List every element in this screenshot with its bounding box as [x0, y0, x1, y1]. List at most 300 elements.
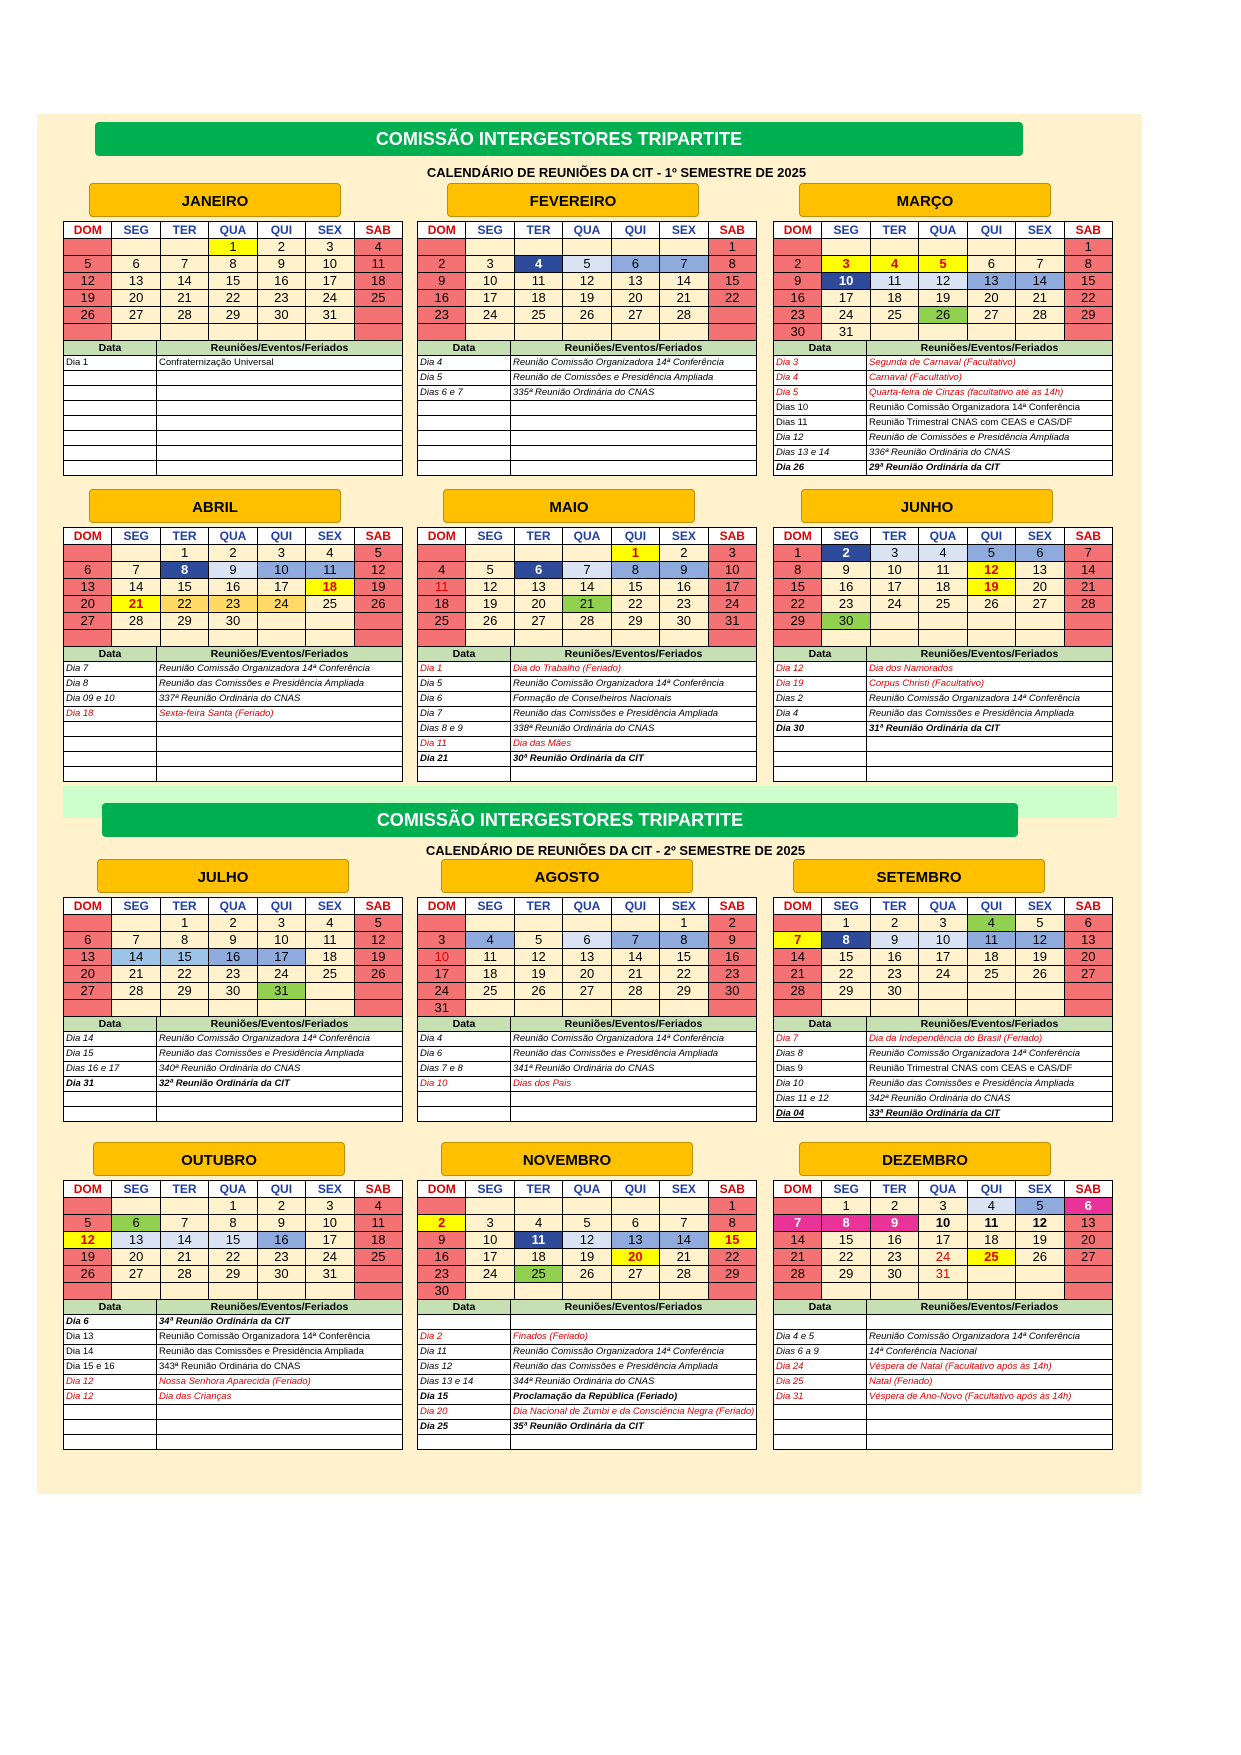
empty-cell: [466, 1000, 514, 1017]
empty-cell: [919, 613, 967, 630]
event-date: Dia 4 e 5: [774, 1330, 867, 1345]
day-cell: 2: [708, 915, 756, 932]
day-cell: 11: [967, 932, 1015, 949]
day-cell: 25: [967, 1249, 1015, 1266]
day-cell: 26: [514, 983, 562, 1000]
day-cell: 13: [64, 949, 112, 966]
day-cell: 13: [1064, 932, 1112, 949]
day-cell: 29: [611, 613, 659, 630]
day-cell: 3: [466, 1215, 514, 1232]
day-cell: 18: [418, 596, 466, 613]
empty-cell: [563, 1283, 611, 1300]
day-cell: 11: [354, 1215, 402, 1232]
event-date: Dia 12: [64, 1375, 157, 1390]
day-cell: 24: [257, 596, 305, 613]
day-cell: 21: [660, 290, 708, 307]
day-cell: 6: [1016, 545, 1064, 562]
day-cell: 4: [870, 256, 918, 273]
events-header: Reuniões/Eventos/Feriados: [157, 647, 403, 662]
day-cell: 24: [822, 307, 870, 324]
event-description: Reunião das Comissões e Presidência Ampliada: [157, 1345, 403, 1360]
weekday-header: SAB: [708, 528, 756, 545]
day-cell: 1: [611, 545, 659, 562]
event-date: Dia 4: [774, 707, 867, 722]
weekday-header: SAB: [1064, 222, 1112, 239]
day-cell: 6: [64, 932, 112, 949]
events-table: [63, 1016, 403, 1122]
event-description: Dia dos Namorados: [867, 662, 1113, 677]
empty-cell: [514, 239, 562, 256]
event-row: [418, 1375, 757, 1390]
empty-cell: [354, 1266, 402, 1283]
event-row: [64, 386, 403, 401]
empty-cell: [514, 915, 562, 932]
event-description: Confraternização Universal: [157, 356, 403, 371]
event-row: [418, 1032, 757, 1047]
day-cell: 29: [822, 1266, 870, 1283]
day-cell: 29: [774, 613, 822, 630]
event-date: Dia 12: [774, 431, 867, 446]
calendar-grid: [63, 221, 403, 341]
event-row: [418, 386, 757, 401]
day-cell: 3: [257, 545, 305, 562]
day-cell: 12: [64, 1232, 112, 1249]
event-row: [774, 1032, 1113, 1047]
event-row: [774, 416, 1113, 431]
day-cell: 23: [708, 966, 756, 983]
day-cell: 17: [257, 949, 305, 966]
empty-cell: [160, 1283, 208, 1300]
day-cell: 2: [418, 256, 466, 273]
day-cell: 19: [64, 290, 112, 307]
month-title: DEZEMBRO: [799, 1142, 1051, 1176]
day-cell: 30: [870, 983, 918, 1000]
day-cell: 12: [563, 1232, 611, 1249]
event-description: [511, 1107, 757, 1122]
day-cell: 28: [160, 307, 208, 324]
day-cell: 13: [1064, 1215, 1112, 1232]
day-cell: 16: [660, 579, 708, 596]
event-row: [774, 1047, 1113, 1062]
semester-2-title: COMISSÃO INTERGESTORES TRIPARTITE: [102, 803, 1018, 837]
weekday-header: SAB: [354, 528, 402, 545]
day-cell: 3: [466, 256, 514, 273]
day-cell: 6: [514, 562, 562, 579]
event-date: Dia 14: [64, 1345, 157, 1360]
event-row: [774, 1107, 1113, 1122]
day-cell: 13: [112, 273, 160, 290]
weekday-header: TER: [514, 528, 562, 545]
event-date: [64, 1420, 157, 1435]
empty-cell: [257, 1283, 305, 1300]
weekday-header: SEG: [822, 898, 870, 915]
day-cell: 23: [822, 596, 870, 613]
day-cell: 14: [660, 1232, 708, 1249]
empty-cell: [209, 1283, 257, 1300]
day-cell: 25: [514, 307, 562, 324]
event-row: [64, 1390, 403, 1405]
event-description: 344ª Reunião Ordinária do CNAS: [511, 1375, 757, 1390]
empty-cell: [774, 1198, 822, 1215]
empty-cell: [611, 915, 659, 932]
empty-cell: [660, 1000, 708, 1017]
empty-cell: [919, 324, 967, 341]
month-title: JUNHO: [801, 489, 1053, 523]
day-cell: 6: [112, 256, 160, 273]
event-row: [418, 1390, 757, 1405]
events-header: Reuniões/Eventos/Feriados: [157, 341, 403, 356]
event-description: Reunião das Comissões e Presidência Ampliada: [157, 1047, 403, 1062]
day-cell: 23: [870, 966, 918, 983]
day-cell: 27: [64, 613, 112, 630]
day-cell: 15: [774, 579, 822, 596]
weekday-header: QUI: [257, 528, 305, 545]
empty-cell: [919, 983, 967, 1000]
event-date: Dias 13 e 14: [774, 446, 867, 461]
empty-cell: [466, 545, 514, 562]
event-date: [64, 737, 157, 752]
day-cell: 15: [209, 1232, 257, 1249]
day-cell: 22: [209, 1249, 257, 1266]
weekday-header: SEX: [660, 222, 708, 239]
empty-cell: [1016, 1283, 1064, 1300]
events-header: Reuniões/Eventos/Feriados: [157, 1017, 403, 1032]
weekday-header: SEG: [112, 1181, 160, 1198]
event-description: Reunião Comissão Organizadora 14ª Conferência: [511, 1345, 757, 1360]
day-cell: 4: [919, 545, 967, 562]
day-cell: 31: [306, 307, 354, 324]
day-cell: 15: [822, 1232, 870, 1249]
weekday-header: SEX: [660, 1181, 708, 1198]
event-date: Dia 04: [774, 1107, 867, 1122]
event-date: [64, 371, 157, 386]
day-cell: 26: [354, 966, 402, 983]
day-cell: 3: [822, 256, 870, 273]
event-description: [157, 1435, 403, 1450]
day-cell: 2: [418, 1215, 466, 1232]
event-date: Dias 11 e 12: [774, 1092, 867, 1107]
event-row: [64, 1360, 403, 1375]
day-cell: 5: [514, 932, 562, 949]
day-cell: 16: [870, 1232, 918, 1249]
day-cell: 19: [64, 1249, 112, 1266]
empty-cell: [514, 1283, 562, 1300]
day-cell: 22: [708, 290, 756, 307]
empty-cell: [354, 613, 402, 630]
event-description: Reunião Comissão Organizadora 14ª Conferência: [511, 356, 757, 371]
day-cell: 8: [160, 932, 208, 949]
empty-cell: [822, 1283, 870, 1300]
event-row: [774, 1390, 1113, 1405]
event-date: Dias 8: [774, 1047, 867, 1062]
empty-cell: [919, 239, 967, 256]
events-date-header: Data: [774, 1300, 867, 1315]
day-cell: 18: [514, 1249, 562, 1266]
weekday-header: QUA: [919, 1181, 967, 1198]
event-description: [157, 461, 403, 476]
day-cell: 7: [563, 562, 611, 579]
day-cell: 19: [1016, 949, 1064, 966]
weekday-header: TER: [514, 222, 562, 239]
weekday-header: SAB: [354, 1181, 402, 1198]
event-description: [511, 416, 757, 431]
event-description: [511, 1435, 757, 1450]
day-cell: 9: [418, 1232, 466, 1249]
day-cell: 5: [1016, 1198, 1064, 1215]
empty-cell: [514, 1000, 562, 1017]
event-date: Dia 25: [418, 1420, 511, 1435]
event-row: [64, 662, 403, 677]
event-date: Dia 5: [418, 677, 511, 692]
event-description: 34ª Reunião Ordinária da CIT: [157, 1315, 403, 1330]
event-date: [64, 446, 157, 461]
events-table: [773, 1016, 1113, 1122]
weekday-header: SEG: [822, 222, 870, 239]
weekday-header: SAB: [708, 222, 756, 239]
day-cell: 1: [209, 1198, 257, 1215]
event-row: [774, 371, 1113, 386]
event-row: [418, 431, 757, 446]
day-cell: 2: [257, 239, 305, 256]
day-cell: 17: [822, 290, 870, 307]
day-cell: 27: [64, 983, 112, 1000]
day-cell: 18: [354, 273, 402, 290]
event-description: Reunião das Comissões e Presidência Ampliada: [157, 677, 403, 692]
event-date: Dia 4: [418, 1032, 511, 1047]
day-cell: 26: [1016, 1249, 1064, 1266]
empty-cell: [160, 324, 208, 341]
event-date: Dias 6 e 7: [418, 386, 511, 401]
event-description: 30ª Reunião Ordinária da CIT: [511, 752, 757, 767]
event-row: [774, 1315, 1113, 1330]
events-date-header: Data: [64, 1300, 157, 1315]
empty-cell: [708, 1000, 756, 1017]
day-cell: 9: [209, 932, 257, 949]
event-date: [64, 461, 157, 476]
day-cell: 20: [563, 966, 611, 983]
empty-cell: [1064, 613, 1112, 630]
day-cell: 23: [257, 1249, 305, 1266]
day-cell: 24: [418, 983, 466, 1000]
day-cell: 22: [1064, 290, 1112, 307]
day-cell: 15: [160, 579, 208, 596]
event-row: [64, 692, 403, 707]
event-row: [774, 722, 1113, 737]
event-date: [64, 722, 157, 737]
empty-cell: [514, 630, 562, 647]
empty-cell: [1064, 324, 1112, 341]
event-description: Dias dos Pais: [511, 1077, 757, 1092]
day-cell: 5: [64, 256, 112, 273]
empty-cell: [466, 324, 514, 341]
empty-cell: [611, 1000, 659, 1017]
day-cell: 9: [257, 1215, 305, 1232]
day-cell: 8: [160, 562, 208, 579]
events-date-header: Data: [774, 341, 867, 356]
event-row: [774, 752, 1113, 767]
event-date: [774, 1420, 867, 1435]
event-row: [64, 401, 403, 416]
weekday-header: QUI: [967, 898, 1015, 915]
day-cell: 8: [774, 562, 822, 579]
day-cell: 9: [257, 256, 305, 273]
weekday-header: QUI: [967, 1181, 1015, 1198]
event-row: [774, 707, 1113, 722]
month-title: OUTUBRO: [93, 1142, 345, 1176]
event-date: Dia 18: [64, 707, 157, 722]
day-cell: 14: [1064, 562, 1112, 579]
day-cell: 10: [919, 932, 967, 949]
day-cell: 28: [112, 613, 160, 630]
day-cell: 14: [563, 579, 611, 596]
day-cell: 27: [967, 307, 1015, 324]
day-cell: 21: [160, 1249, 208, 1266]
weekday-header: SAB: [708, 1181, 756, 1198]
event-date: [418, 461, 511, 476]
empty-cell: [514, 1198, 562, 1215]
empty-cell: [418, 324, 466, 341]
event-row: [774, 461, 1113, 476]
event-date: Dia 15 e 16: [64, 1360, 157, 1375]
event-description: Carnaval (Facultativo): [867, 371, 1113, 386]
weekday-header: QUA: [209, 1181, 257, 1198]
event-row: [418, 1330, 757, 1345]
month-title: FEVEREIRO: [447, 183, 699, 217]
event-date: Dia 8: [64, 677, 157, 692]
weekday-header: DOM: [64, 1181, 112, 1198]
calendar-grid: [773, 527, 1113, 647]
event-description: 343ª Reunião Ordinária do CNAS: [157, 1360, 403, 1375]
day-cell: 9: [774, 273, 822, 290]
event-row: [774, 1420, 1113, 1435]
day-cell: 25: [919, 596, 967, 613]
event-description: [511, 461, 757, 476]
day-cell: 3: [919, 1198, 967, 1215]
weekday-header: SEG: [112, 898, 160, 915]
day-cell: 5: [354, 915, 402, 932]
event-row: [418, 401, 757, 416]
weekday-header: DOM: [774, 528, 822, 545]
empty-cell: [967, 613, 1015, 630]
semester-1-subtitle: CALENDÁRIO DE REUNIÕES DA CIT - 1º SEMESTRE DE 2025: [426, 165, 807, 180]
day-cell: 10: [306, 1215, 354, 1232]
day-cell: 7: [112, 562, 160, 579]
day-cell: 19: [514, 966, 562, 983]
day-cell: 4: [967, 1198, 1015, 1215]
event-date: Dia 6: [418, 1047, 511, 1062]
day-cell: 13: [64, 579, 112, 596]
event-description: Corpus Christi (Facultativo): [867, 677, 1113, 692]
event-row: [418, 1345, 757, 1360]
weekday-header: QUI: [611, 528, 659, 545]
event-date: Dias 2: [774, 692, 867, 707]
day-cell: 22: [160, 966, 208, 983]
day-cell: 8: [822, 1215, 870, 1232]
event-description: Formação de Conselheiros Nacionais: [511, 692, 757, 707]
event-date: Dia 10: [418, 1077, 511, 1092]
day-cell: 21: [112, 966, 160, 983]
day-cell: 29: [708, 1266, 756, 1283]
event-row: [418, 752, 757, 767]
event-row: [64, 1032, 403, 1047]
weekday-header: TER: [870, 222, 918, 239]
event-description: 335ª Reunião Ordinária do CNAS: [511, 386, 757, 401]
event-date: [64, 1107, 157, 1122]
day-cell: 3: [870, 545, 918, 562]
day-cell: 14: [611, 949, 659, 966]
calendar-grid: [63, 897, 403, 1017]
day-cell: 23: [209, 596, 257, 613]
day-cell: 29: [209, 307, 257, 324]
event-description: Reunião das Comissões e Presidência Ampliada: [511, 707, 757, 722]
empty-cell: [257, 1000, 305, 1017]
weekday-header: QUI: [967, 528, 1015, 545]
event-date: Dias 7 e 8: [418, 1062, 511, 1077]
empty-cell: [967, 324, 1015, 341]
day-cell: 10: [257, 562, 305, 579]
weekday-header: DOM: [64, 898, 112, 915]
empty-cell: [514, 324, 562, 341]
day-cell: 23: [870, 1249, 918, 1266]
day-cell: 28: [1064, 596, 1112, 613]
weekday-header: SEG: [112, 222, 160, 239]
event-description: Reunião Comissão Organizadora 14ª Conferência: [867, 1047, 1113, 1062]
event-description: Dia da Independência do Brasil (Feriado): [867, 1032, 1113, 1047]
events-header: Reuniões/Eventos/Feriados: [867, 1017, 1113, 1032]
event-date: [64, 1092, 157, 1107]
event-description: Reunião Comissão Organizadora 14ª Conferência: [867, 1330, 1113, 1345]
day-cell: 21: [563, 596, 611, 613]
event-description: Reunião Trimestral CNAS com CEAS e CAS/DF: [867, 1062, 1113, 1077]
day-cell: 6: [1064, 1198, 1112, 1215]
empty-cell: [611, 239, 659, 256]
weekday-header: QUA: [919, 528, 967, 545]
day-cell: 4: [466, 932, 514, 949]
events-header: Reuniões/Eventos/Feriados: [867, 647, 1113, 662]
day-cell: 29: [822, 983, 870, 1000]
event-row: [774, 446, 1113, 461]
empty-cell: [563, 915, 611, 932]
day-cell: 15: [660, 949, 708, 966]
weekday-header: SEG: [466, 898, 514, 915]
event-date: [774, 1315, 867, 1330]
day-cell: 30: [209, 983, 257, 1000]
day-cell: 12: [64, 273, 112, 290]
month-title: SETEMBRO: [793, 859, 1045, 893]
empty-cell: [160, 1198, 208, 1215]
empty-cell: [354, 307, 402, 324]
events-date-header: Data: [64, 647, 157, 662]
day-cell: 28: [774, 1266, 822, 1283]
day-cell: 26: [919, 307, 967, 324]
day-cell: 25: [514, 1266, 562, 1283]
event-row: [64, 356, 403, 371]
day-cell: 7: [660, 256, 708, 273]
day-cell: 11: [514, 273, 562, 290]
event-date: [64, 386, 157, 401]
day-cell: 24: [870, 596, 918, 613]
day-cell: 6: [611, 1215, 659, 1232]
day-cell: 6: [967, 256, 1015, 273]
event-row: [418, 416, 757, 431]
day-cell: 22: [660, 966, 708, 983]
event-row: [64, 1405, 403, 1420]
event-row: [418, 1360, 757, 1375]
weekday-header: TER: [160, 222, 208, 239]
day-cell: 27: [514, 613, 562, 630]
calendar-grid: [63, 527, 403, 647]
day-cell: 16: [870, 949, 918, 966]
